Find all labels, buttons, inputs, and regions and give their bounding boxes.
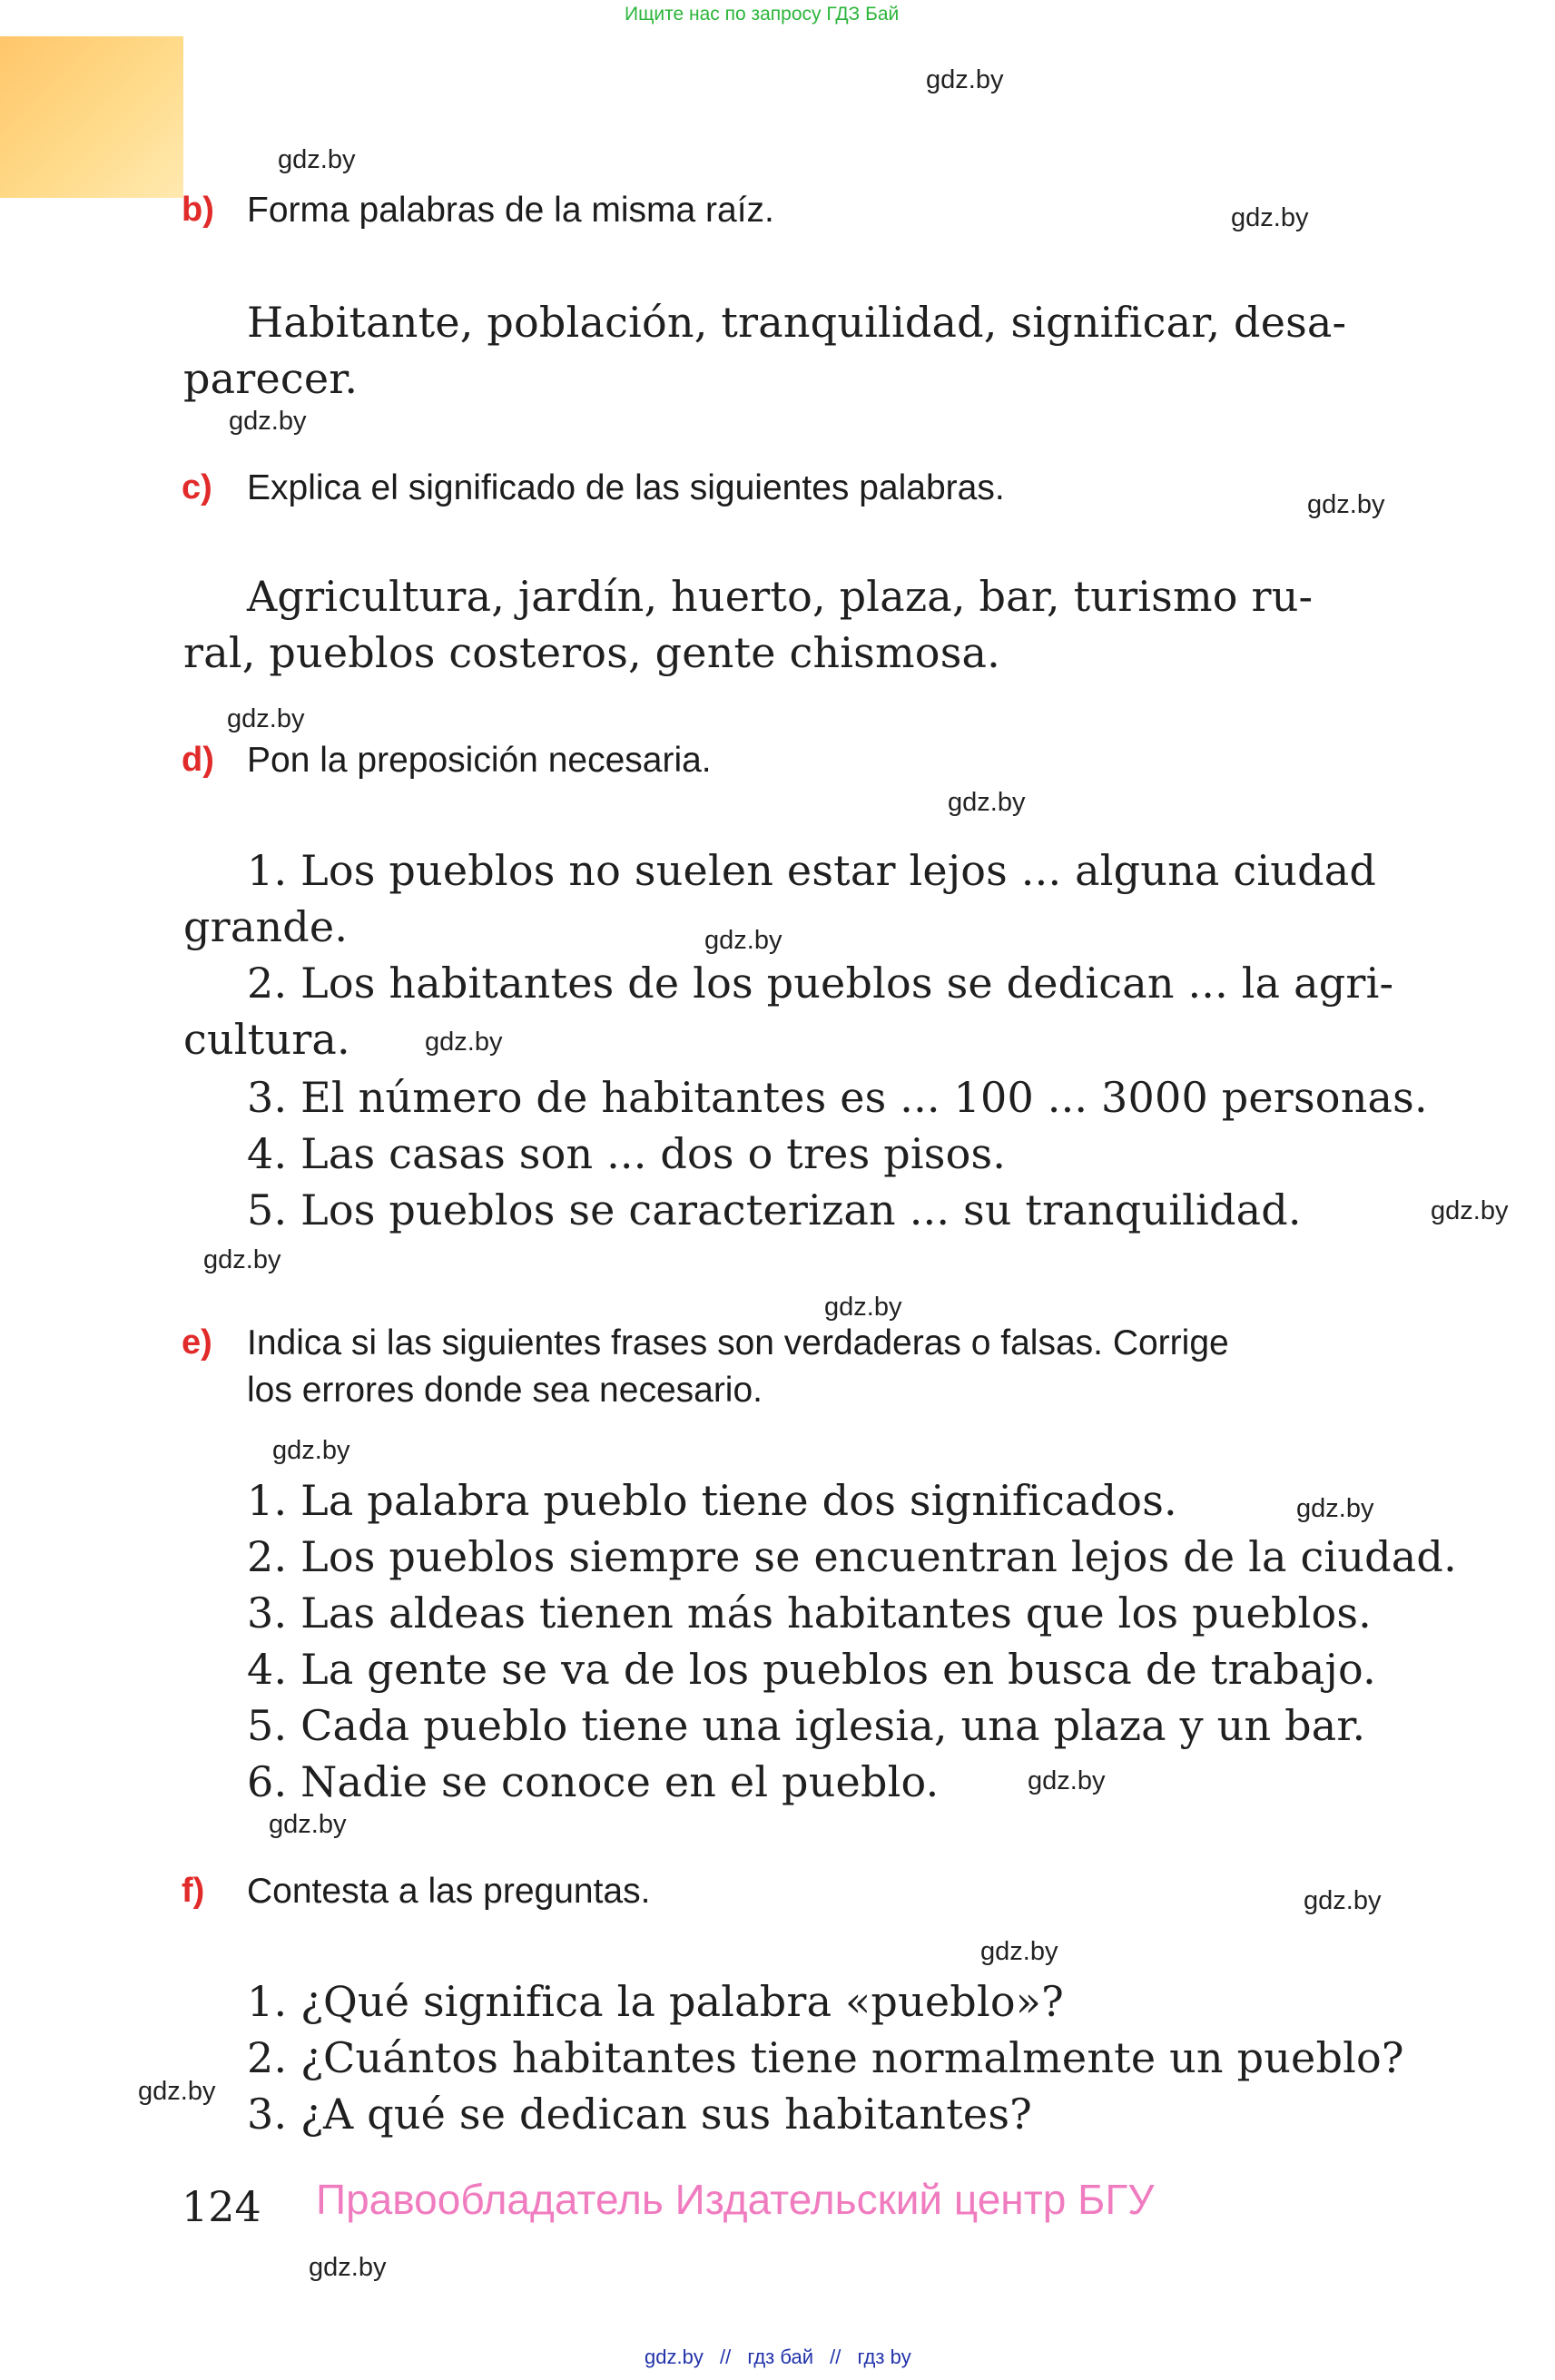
exercise-line: 1. ¿Qué significa la palabra «pueblo»? [247, 1977, 1064, 2026]
top-banner: Ищите нас по запросу ГДЗ Бай [625, 4, 900, 25]
section-c-instruction: Explica el significado de las siguientes palabras. [247, 468, 1005, 507]
exercise-line: 2. Los habitantes de los pueblos se dedican ... la agri- [247, 959, 1394, 1008]
footer-link-gdz[interactable]: gdz.by [645, 2346, 704, 2368]
exercise-line: 1. Los pueblos no suelen estar lejos ... alguna ciudad [247, 846, 1376, 895]
page-corner-tab [0, 36, 183, 198]
footer-separator: // [830, 2346, 841, 2368]
page-number: 124 [182, 2182, 261, 2231]
watermark: gdz.by [229, 407, 307, 436]
watermark: gdz.by [138, 2077, 216, 2106]
watermark: gdz.by [278, 145, 356, 174]
watermark: gdz.by [1296, 1494, 1374, 1523]
exercise-line: 5. Cada pueblo tiene una iglesia, una plaza y un bar. [247, 1701, 1366, 1750]
exercise-line: 3. Las aldeas tienen más habitantes que los pueblos. [247, 1588, 1372, 1637]
footer-link-gdz-by[interactable]: гдз by [857, 2346, 911, 2368]
exercise-line: 5. Los pueblos se caracterizan ... su tranquilidad. [247, 1185, 1302, 1234]
exercise-line: Habitante, población, tranquilidad, significar, desa- [247, 298, 1347, 347]
watermark: gdz.by [980, 1937, 1058, 1966]
exercise-line: 6. Nadie se conoce en el pueblo. [247, 1757, 940, 1806]
exercise-line: 3. ¿A qué se dedican sus habitantes? [247, 2090, 1033, 2139]
watermark: gdz.by [203, 1245, 281, 1274]
watermark: gdz.by [824, 1293, 902, 1322]
watermark: gdz.by [269, 1810, 347, 1839]
exercise-line: 2. Los pueblos siempre se encuentran lejos de la ciudad. [247, 1532, 1457, 1581]
section-e-instruction: los errores donde sea necesario. [247, 1371, 763, 1410]
exercise-line: cultura. [183, 1015, 350, 1064]
footer-separator: // [719, 2346, 732, 2368]
section-letter-e: e) [182, 1323, 212, 1362]
section-e-instruction: Indica si las siguientes frases son verdaderas o falsas. Corrige [247, 1323, 1229, 1362]
exercise-line: parecer. [183, 354, 359, 403]
section-letter-c: c) [182, 468, 212, 506]
exercise-line: grande. [183, 902, 349, 951]
section-f-instruction: Contesta a las preguntas. [247, 1872, 651, 1911]
watermark: gdz.by [1231, 203, 1309, 232]
section-b-instruction: Forma palabras de la misma raíz. [247, 191, 774, 230]
watermark: gdz.by [948, 788, 1026, 817]
section-letter-f: f) [182, 1872, 205, 1910]
footer-link-gdz-bai[interactable]: гдз бай [747, 2346, 814, 2368]
watermark: gdz.by [1431, 1196, 1509, 1225]
exercise-line: 4. Las casas son ... dos o tres pisos. [247, 1129, 1007, 1178]
watermark: gdz.by [309, 2253, 387, 2282]
rights-holder: Правообладатель Издательский центр БГУ [316, 2176, 1155, 2223]
watermark: gdz.by [1307, 490, 1385, 519]
watermark: gdz.by [272, 1436, 350, 1465]
exercise-line: ral, pueblos costeros, gente chismosa. [183, 628, 1000, 677]
exercise-line: 3. El número de habitantes es ... 100 ... 3000 personas. [247, 1073, 1428, 1122]
exercise-line: 4. La gente se va de los pueblos en busca de trabajo. [247, 1645, 1376, 1694]
watermark: gdz.by [926, 65, 1004, 94]
watermark: gdz.by [704, 926, 782, 955]
watermark: gdz.by [227, 704, 305, 733]
footer-links [639, 2346, 917, 2369]
section-letter-b: b) [182, 191, 214, 229]
section-letter-d: d) [182, 741, 214, 779]
exercise-line: 1. La palabra pueblo tiene dos significados. [247, 1476, 1177, 1525]
exercise-line: 2. ¿Cuántos habitantes tiene normalmente un pueblo? [247, 2033, 1404, 2082]
exercise-line: Agricultura, jardín, huerto, plaza, bar, turismo ru- [247, 572, 1314, 621]
section-d-instruction: Pon la preposición necesaria. [247, 741, 712, 780]
watermark: gdz.by [425, 1028, 503, 1057]
watermark: gdz.by [1304, 1886, 1382, 1915]
watermark: gdz.by [1028, 1766, 1106, 1795]
